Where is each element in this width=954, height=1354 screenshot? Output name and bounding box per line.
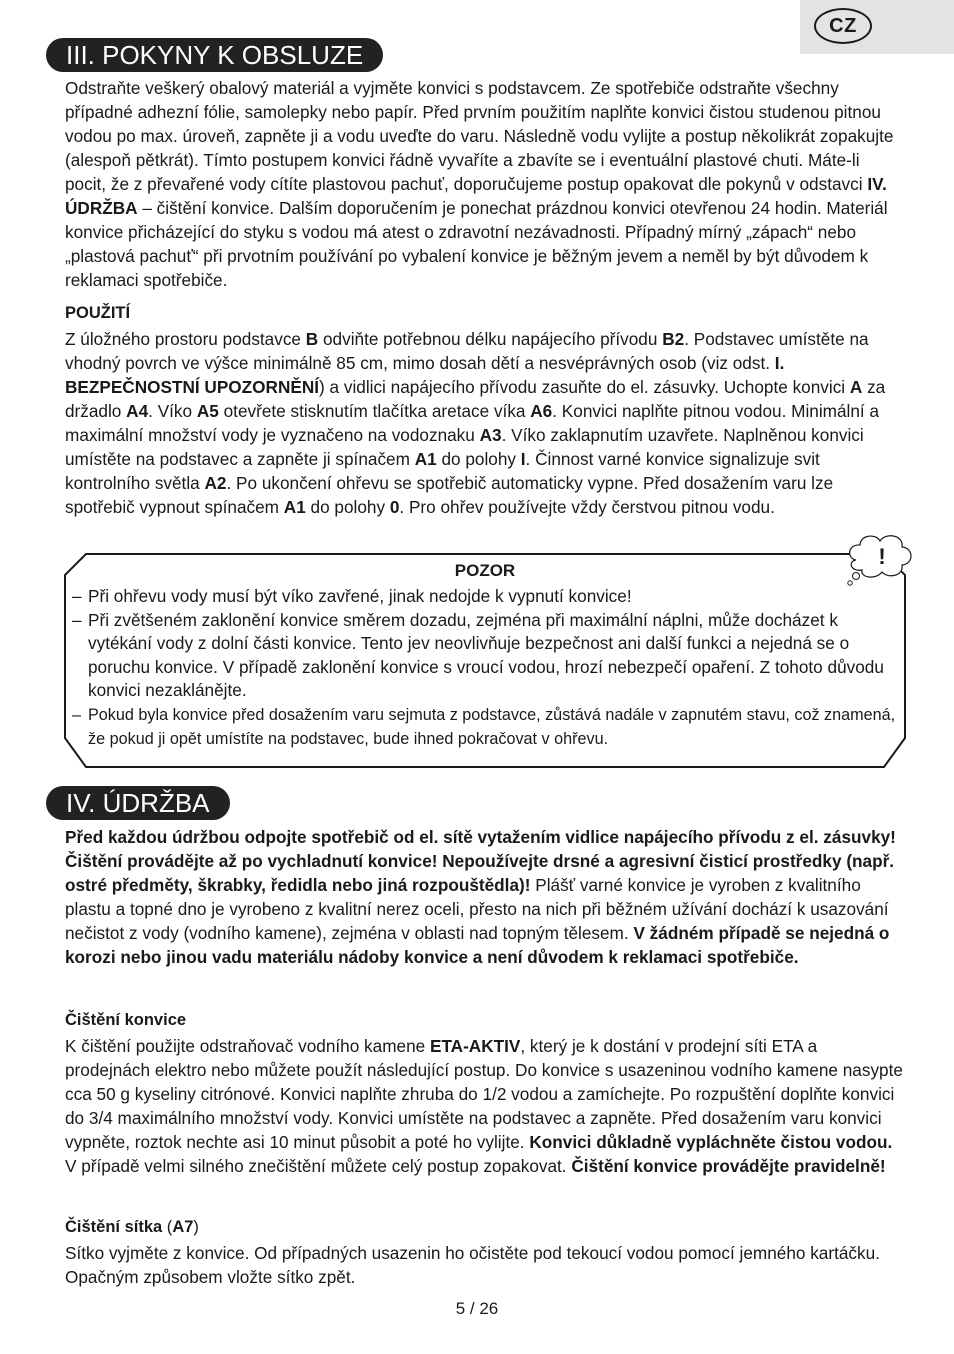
usage-section (65, 301, 905, 519)
maintenance-paragraph: Před každou údržbou odpojte spotřebič od el. sítě vytažením vidlice napájecího přívodu z el. zásuvky! Čištění provádějte až po vychladnutí konvice! Nepoužívejte drsné a agresivní čisticí prostředky (např. ostré předměty, škrabky, ředidla nebo jiná rozpouštědla)! Plášť varné konvice je vyroben z kvalitního plastu a topné dno je vyrobeno z kvalitní nerez oceli, přesto na nich při běžném užívání dochází k usazování nečistot z vody (vodního kamene), zejména v oblasti nad topným tělesem. V žádném případě se nejedná o korozi nebo jinou vadu materiálu nádoby konvice a není důvodem k reklamaci spotřebiče. (65, 827, 896, 967)
warning-item: – Při ohřevu vody musí být víko zavřené, jinak nedojde k vypnutí konvice! (72, 586, 632, 606)
language-badge: CZ (814, 8, 872, 44)
warning-item: – Pokud byla konvice před dosažením varu sejmuta z podstavce, zůstává nadále v zapnutém stavu, což znamená, že pokud ji opět umístíte na podstavec, bude ihned pokračovat v ohřevu. (72, 705, 896, 748)
usage-paragraph: Z úložného prostoru podstavce B odviňte potřebnou délku napájecího přívodu B2. Podstavec umístěte na vhodný povrch ve výšce minimálně 85 cm, mimo dosah dětí a nesvéprávných osob (viz odst. I. BEZPEČNOSTNÍ UPOZORNĚNÍ) a vidlici napájecího přívodu zasuňte do el. zásuvky. Uchopte konvici A za držadlo A4. Víko A5 otevřete stisknutím tlačítka aretace víka A6. Konvici naplňte pitnou vodou. Minimální a maximální množství vody je vyznačeno na vodoznaku A3. Víko zaklapnutím uzavřete. Naplněnou konvici umístěte na podstavec a zapněte ji spínačem A1 do polohy I. Činnost varné konvice signalizuje svit kontrolního světla A2. Po ukončení ohřevu se spotřebič automaticky vypne. Před dosažením varu lze spotřebič vypnout spínačem A1 do polohy 0. Pro ohřev používejte vždy čerstvou pitnou vodu. (65, 329, 886, 517)
exclamation-cloud-icon (842, 530, 918, 590)
page-number: 5 / 26 (455, 1299, 499, 1318)
warning-list (72, 585, 902, 751)
warning-title: POZOR (454, 561, 516, 580)
kettle-cleaning-heading: Čištění konvice (65, 1011, 187, 1029)
usage-heading: POUŽITÍ (65, 304, 131, 322)
intro-paragraph: Odstraňte veškerý obalový materiál a vyjměte konvici s podstavcem. Ze spotřebiče odstraňte všechny případné adhezní fólie, samolepky nebo papír. Před prvním použitím naplňte konvici čistou studenou pitnou vodou po max. úroveň, zapněte ji a vodu uveďte do varu. Následně vodu vylijte a postup několikrát zopakujte (alespoň pětkrát). Tímto postupem konvici řádně vyvaříte a zbavíte se i eventuální plastové chuti. Máte-li pocit, že z převařené vody cítíte plastovou pachuť, doporučujeme postup opakovat dle pokynů v odstavci IV. ÚDRŽBA – čištění konvice. Dalším doporučením je ponechat prázdnou konvici otevřenou 24 hodin. Materiál konvice přicházející do styku s vodou má atest o zdravotní nezávadnosti. Případný mírný „zápach“ nebo „plastová pachuť“ při prvotním používání po vybalení konvice je běžným jevem a neměl by být důvodem k reklamaci spotřebiče. (65, 78, 894, 290)
kettle-cleaning-section (65, 1008, 905, 1178)
section-heading-maintenance: IV. ÚDRŽBA (46, 786, 230, 820)
sieve-cleaning-section (65, 1215, 905, 1289)
svg-text:!: ! (878, 544, 886, 569)
sieve-cleaning-paragraph: Sítko vyjměte z konvice. Od případných usazenin ho očistěte pod tekoucí vodou pomocí jemného kartáčku. Opačným způsobem vložte sítko zpět. (65, 1243, 880, 1287)
section-heading-operation: III. POKYNY K OBSLUZE (46, 38, 383, 72)
kettle-cleaning-paragraph: K čištění použijte odstraňovač vodního kamene ETA-AKTIV, který je k dostání v prodejní síti ETA a prodejnách elektro nebo můžete použít následující postup. Do konvice s usazeninou vodního kamene nasypte cca 50 g kyseliny citrónové. Konvici naplňte zhruba do 1/2 vodou a zamíchejte. Po rozpuštění doplňte konvici do 3/4 maximálního množství vody. Konvici umístěte na podstavec a zapněte. Před dosažením varu konvici vypněte, roztok nechte asi 10 minut působit a poté ho vylijte. Konvici důkladně vypláchněte čistou vodou. V případě velmi silného znečištění můžete celý postup zopakovat. Čištění konvice provádějte pravidelně! (65, 1036, 903, 1176)
warning-box (64, 553, 906, 769)
language-tab (800, 0, 954, 54)
sieve-cleaning-heading: Čištění sítka (A7) (65, 1218, 199, 1236)
warning-item: – Při zvětšeném zaklonění konvice směrem dozadu, zejména při maximální náplni, může docházet k vytékání vody z dolní části konvice. Tento jev neovlivňuje bezpečnost ani další funkci a nejedná se o poruchu konvice. V případě zaklonění konvice s vroucí vodou, hrozí nebezpečí opaření. Z tohoto důvodu konvici nezaklánějte. (72, 609, 884, 700)
